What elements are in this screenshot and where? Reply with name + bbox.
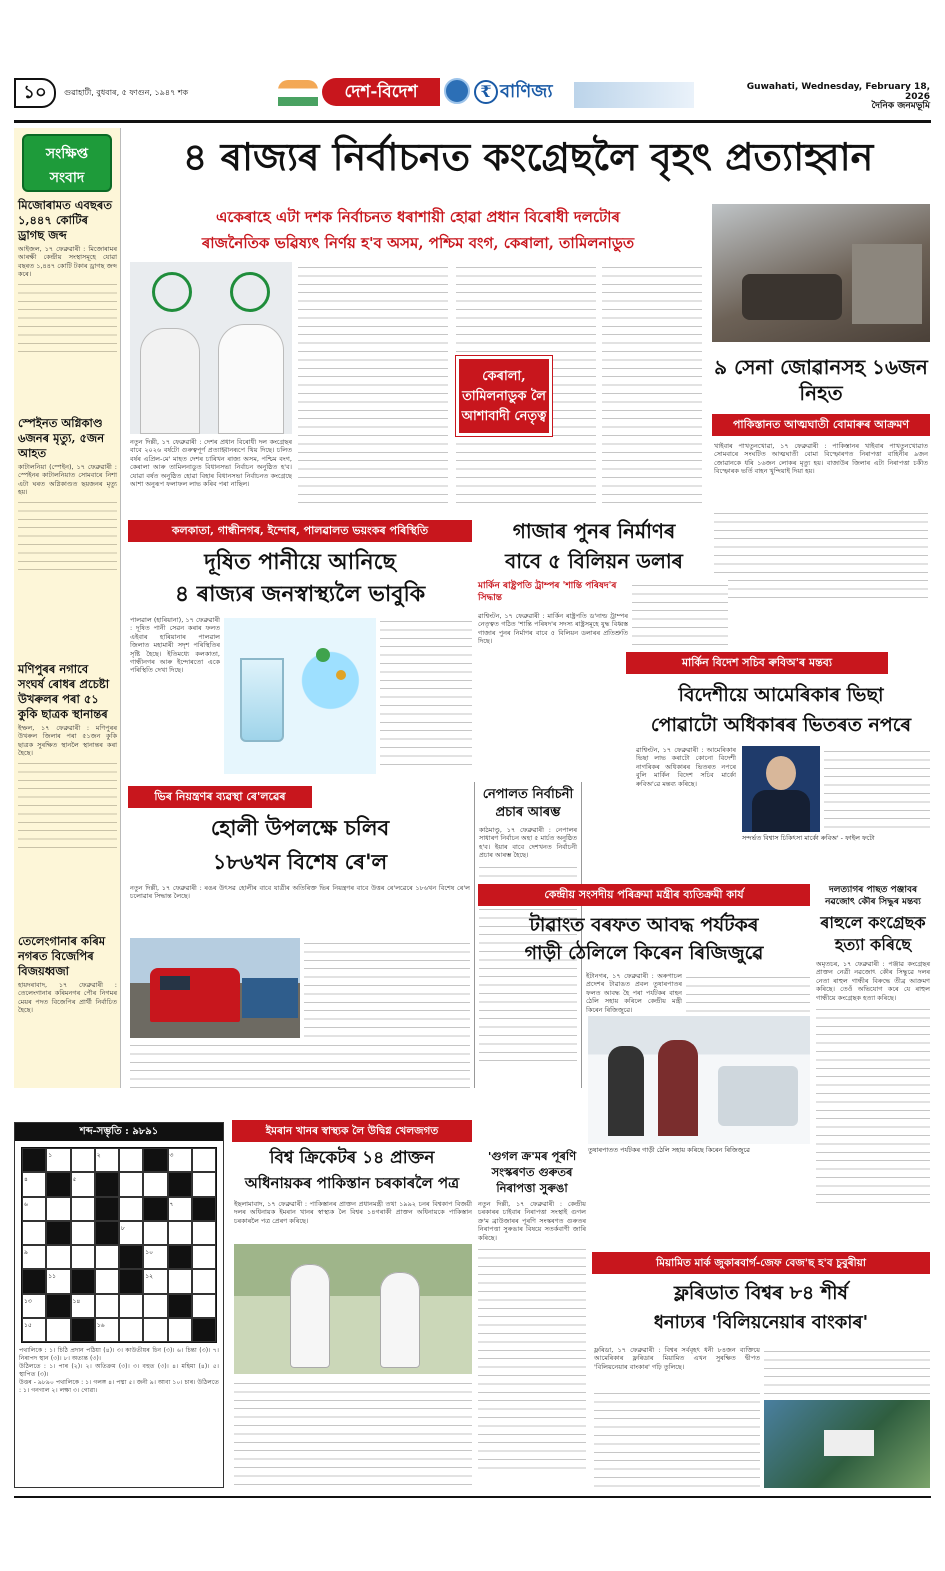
pak-headline: ৯ সেনা জোৱানসহ ১৬জন নিহত	[714, 355, 928, 405]
pak-column-text	[714, 508, 928, 604]
rahul-column-text	[816, 1004, 930, 1204]
crossword-cell	[22, 1269, 46, 1293]
crossword-across-clues: পথালিকে : ১। চিঠি প্ৰদান পঠিয়া (৪)। ৩। কাউতীয়ৰ চিন (৩)। ৬। চিন্তা (৩)। ৭। নিৰাপদ স্থান (৩)। ৮। অত্যন্ত (৩)।	[19, 1347, 219, 1362]
crossword-cell	[143, 1172, 167, 1196]
brief-badge	[22, 134, 112, 192]
rubio-body: ৱাশ্বিংটন, ১৭ ফেব্ৰুৱাৰী : আমেৰিকাৰ ভিছা লাভ কৰাটো কোনো বিদেশী নাগৰিকৰ অধিকাৰৰ ভিতৰত নপৰে বুলি মাৰ্কিন বিদেশ সচিব মাৰ্কো ৰুবিঅ'ৱে মন্তব্য কৰিছে।	[636, 746, 736, 788]
crossword-cell	[95, 1197, 119, 1221]
crossword-cell: ৬	[22, 1197, 46, 1221]
bunker-tag: মিয়ামিত মাৰ্ক জুকাৰবাৰ্গ-জেফ বেজ'ছ হ'ব চুবুৰীয়া	[592, 1252, 930, 1274]
rahul-body: অমৃতচৰ, ১৭ ফেব্ৰুৱাৰী : পঞ্জাৱ কংগ্ৰেছৰ প্ৰাক্তন নেত্ৰী নৱজোৎ কৌৰ সিদ্ধুৱে দলৰ নেতা ৰাহুল গান্ধীৰ বিৰুদ্ধে তীব্ৰ আক্ৰমণ কৰিছে। তেওঁ অভিযোগ কৰে যে ৰাহুল গান্ধীয়ে কংগ্ৰেছক হত্যা কৰিছে।	[816, 960, 930, 1002]
crossword-cell	[119, 1172, 143, 1196]
crossword-cell	[119, 1318, 143, 1342]
crossword-cell	[46, 1221, 70, 1245]
crossword-down-clues: উঠিলতে : ১। পাৰ (২)। ২। অতিক্ৰম (৩)। ৩। বহুত (৩)। ৪। মহিমা (৪)। ৫। স্থাপিত (৩)।	[19, 1363, 219, 1378]
locomotive-window	[160, 976, 190, 990]
imran-column-text	[234, 1378, 472, 1488]
crossword	[14, 1122, 224, 1488]
date-english: Guwahati, Wednesday, February 18, 2026	[746, 82, 930, 102]
holi-body: নতুন দিল্লী, ১৭ ফেব্ৰুৱাৰী : ৰঙৰ উৎসৱ হোলীৰ বাবে যাত্ৰীৰ অতিৰিক্ত ভিৰ নিয়ন্ত্ৰণৰ বাবে উত্তৰ ৰে'লৱেৰে ১৮৬খন বিশেষ ৰে'ল চলোৱাৰ সিদ্ধান্ত লৈছে।	[130, 884, 470, 901]
crossword-cell	[119, 1294, 143, 1318]
lead-subheadline-2: ৰাজনৈতিক ভৱিষ্যৎ নিৰ্ণয় হ'ব অসম, পশ্চিম বংগ, কেৰালা, তামিলনাডুত	[201, 234, 635, 252]
crossword-cell	[192, 1197, 216, 1221]
crossword-grid	[21, 1147, 217, 1343]
crossword-cell: ৪	[22, 1172, 46, 1196]
crossword-cell	[71, 1221, 95, 1245]
crossword-cell	[168, 1318, 192, 1342]
google-body: নতুন দিল্লী, ১৭ ফেব্ৰুৱাৰী : কেন্দ্ৰীয় চৰকাৰৰ চাইবাৰ নিৰাপত্তা সংস্থাই গুগল ক্ৰ'ম ব্ৰাউজাৰৰ পূৰণি সংস্কৰণত গুৰুতৰ নিৰাপত্তা সুৰুঙাৰ বিষয়ে সতৰ্কবাণী জাৰি কৰিছে।	[478, 1200, 586, 1242]
leader-figure	[218, 324, 284, 434]
brief-body: ইম্ফল, ১৭ ফেব্ৰুৱাৰী : মণিপুৰৰ উখৰুল জিলাৰ পৰা ৫১জন কুকি ছাত্ৰক সুৰক্ষিত স্থানলৈ স্থানান্তৰ কৰা হৈছে।	[18, 724, 117, 758]
rijiju-photo	[588, 1016, 810, 1144]
brief-headline: মিজোৰামত এবছৰত ১,৪৪৭ কোটিৰ ড্ৰাগছ জব্দ	[18, 198, 112, 242]
crossword-cell	[46, 1197, 70, 1221]
brief-column	[14, 128, 121, 1088]
footer-rule	[14, 1496, 931, 1498]
water-headline-2: ৪ ৰাজ্যৰ জনস্বাস্থ্যলৈ ভাবুকি	[174, 581, 426, 607]
masthead	[14, 76, 931, 120]
brief-badge-line2: সংবাদ	[49, 170, 85, 186]
google-headline-2: সংস্কৰণত গুৰুতৰ	[491, 1165, 573, 1179]
congress-hand-icon	[230, 272, 270, 312]
crossword-cell	[192, 1172, 216, 1196]
rahul-headline-2: হত্যা কৰিছে	[834, 935, 912, 954]
skyline-graphic	[574, 82, 694, 108]
brief-headline: স্পেইনত অগ্নিকাণ্ড ৬জনৰ মৃত্যু, ৫জন আহত	[18, 416, 105, 460]
snow-vehicle	[718, 1066, 798, 1126]
rahul-kicker: দলত্যাগৰ পাছত পঞ্জাবৰ	[828, 885, 918, 895]
rijiju-body: ইটানগৰ, ১৭ ফেব্ৰুৱাৰী : অৰুণাচল প্ৰদেশৰ টাৱাঙত প্ৰবল তুষাৰপাতৰ ফলত আবদ্ধ হৈ পৰা পৰ্যটকৰ বাহন ঠেলি সহায় কৰিলে কেন্দ্ৰীয় মন্ত্ৰী কিৰেন ৰিজিজুৱে।	[586, 972, 682, 1014]
bacteria-icon	[336, 670, 346, 680]
crossword-cell	[95, 1269, 119, 1293]
crossword-cell	[119, 1269, 143, 1293]
brief-filler	[18, 279, 117, 359]
google-headline-1: 'গুগল ক্ৰ'মৰ পূৰণি	[487, 1149, 577, 1163]
crossword-cell	[168, 1172, 192, 1196]
crossword-cell	[168, 1294, 192, 1318]
imran-body: ইছলামাবাদ, ১৭ ফেব্ৰুৱাৰী : পাকিস্তানৰ প্ৰাক্তন প্ৰধানমন্ত্ৰী তথা ১৯৯২ চনৰ বিশ্বকাপ বিজয়ী দলৰ অধিনায়ক ইমৰান খানৰ স্বাস্থ্যক লৈ বিশ্বৰ ১৪গৰাকী প্ৰাক্তন অধিনায়কে পাকিস্তান চৰকাৰলৈ পত্ৰ প্ৰেৰণ কৰিছে।	[234, 1200, 472, 1225]
person-figure	[658, 1040, 698, 1136]
crossword-cell	[46, 1294, 70, 1318]
rijiju-headline-2: গাড়ী ঠেলিলে কিৰেন ৰিজিজুৱে	[524, 942, 764, 964]
bunker-column-text	[594, 1388, 760, 1488]
bacteria-icon	[316, 648, 330, 662]
crossword-cell	[143, 1148, 167, 1172]
rahul-box	[816, 884, 930, 1244]
water-photo	[224, 618, 376, 774]
rubio-headline-2: পোৱাটো অধিকাৰৰ ভিতৰত নপৰে	[650, 714, 912, 736]
blast-photo	[712, 204, 930, 342]
google-headline-3: নিৰাপত্তা সুৰুঙা	[496, 1181, 568, 1195]
crossword-cell	[71, 1318, 95, 1342]
rupee-icon: ₹	[474, 80, 498, 104]
crossword-cell	[71, 1148, 95, 1172]
gaza-column-text	[632, 580, 728, 648]
brief-body: কাটালনিয়া (স্পেইন), ১৭ ফেব্ৰুৱাৰী : স্পেইনৰ কাটালনিয়াত সোমবাৰে নিশা এটা ঘৰত অগ্নিকাণ্ডত ছয়জনৰ মৃত্যু হয়।	[18, 463, 117, 497]
crossword-cell	[143, 1318, 167, 1342]
water-headline-1: দূষিত পানীয়ে আনিছে	[204, 549, 396, 575]
crossword-cell	[71, 1197, 95, 1221]
crossword-cell	[22, 1148, 46, 1172]
google-column-text	[478, 1244, 586, 1474]
leader-figure	[140, 328, 200, 434]
brief-badge-line1: সংক্ষিপ্ত	[45, 146, 89, 162]
parliament-icon	[278, 80, 318, 106]
train-coach	[242, 978, 298, 1018]
crossword-cell	[71, 1269, 95, 1293]
brief-item	[18, 416, 117, 577]
nepal-body: কাঠমাণ্ডু, ১৭ ফেব্ৰুৱাৰী : নেপালৰ সাধাৰণ নিৰ্বাচন অহা ৫ মাৰ্চত অনুষ্ঠিত হ'ব। ইয়াৰ বাবে দেশখনত নিৰ্বাচনী প্ৰচাৰ আৰম্ভ হৈছে।	[479, 826, 577, 860]
crossword-cell	[192, 1148, 216, 1172]
crossword-cell: ৭	[168, 1197, 192, 1221]
nepal-headline: নেপালত নিৰ্বাচনী প্ৰচাৰ আৰম্ভ	[482, 787, 574, 820]
rijiju-column-text	[686, 972, 810, 1012]
crossword-cell	[46, 1172, 70, 1196]
crossword-cell	[46, 1318, 70, 1342]
rubio-photo	[742, 746, 820, 832]
cricketer-figure	[290, 1264, 330, 1368]
brief-item	[18, 198, 117, 359]
brief-headline: তেলেংগানাৰ কৰিম নগৰত বিজেপিৰ বিজয়ধ্বজা	[18, 934, 106, 978]
brief-headline: মণিপুৰৰ নগাবে সংঘৰ্ষ ৰোধৰ প্ৰচেষ্টা উখৰুলৰ পৰা ৫১ কুকি ছাত্ৰক স্থানান্তৰ	[18, 662, 110, 721]
lead-photo	[130, 262, 292, 434]
crossword-cell	[95, 1172, 119, 1196]
brief-item	[18, 934, 117, 1015]
person-suit	[752, 790, 810, 832]
rubio-column-text	[824, 746, 930, 832]
crossword-cell	[119, 1197, 143, 1221]
crowd	[852, 244, 922, 324]
brief-filler	[18, 497, 117, 577]
globe-icon	[444, 78, 470, 104]
water-tag: কলকাতা, গান্ধীনগৰ, ইন্দোৰ, পালৱালত ভয়ংকৰ পৰিস্থিতি	[128, 520, 472, 542]
imran-photo	[234, 1244, 472, 1374]
brief-body: হায়দৰাবাদ, ১৭ ফেব্ৰুৱাৰী : তেলেংগানাৰ কৰিমনগৰ পৌৰ নিগমৰ মেয়ৰ পদত বিজেপিৰ প্ৰাৰ্থী নিৰ্বাচিত হৈছে।	[18, 981, 117, 1015]
bunker-headline-2: ধনাঢ্যৰ 'বিলিয়নেয়াৰ বাংকাৰ'	[653, 1312, 869, 1333]
water-column-text	[380, 616, 472, 772]
rahul-headline-1: ৰাহুলে কংগ্ৰেছক	[820, 913, 926, 932]
crossword-cell	[71, 1245, 95, 1269]
header-rule	[14, 120, 931, 123]
crossword-cell	[22, 1221, 46, 1245]
rubio-caption: সন্দৰ্ভত বিশ্বাস চিকিৎসা মাৰ্কো ৰুবিঅ' - ফাইল ফটো	[742, 834, 875, 842]
crossword-cell	[143, 1197, 167, 1221]
crossword-cell: ১	[46, 1148, 70, 1172]
crossword-cell: ১৫	[22, 1318, 46, 1342]
water-glass	[240, 658, 284, 742]
brief-filler	[18, 758, 117, 848]
crossword-cell	[192, 1245, 216, 1269]
crossword-cell	[168, 1245, 192, 1269]
section-banner	[278, 78, 568, 110]
holi-tag: ভিৰ নিয়ন্ত্ৰণৰ ব্যৱস্থা ৰে'লৱেৰ	[128, 786, 312, 808]
crossword-cell: ১০	[143, 1245, 167, 1269]
crossword-cell	[95, 1221, 119, 1245]
holi-headline-1: হোলী উপলক্ষে চলিব	[210, 815, 390, 840]
holi-column-text	[304, 938, 470, 1038]
bunker-headline-1: ফ্লৰিডাত বিশ্বৰ ৮৪ শীৰ্ষ	[673, 1282, 849, 1304]
crossword-cell	[192, 1318, 216, 1342]
crossword-cell: ১৪	[71, 1294, 95, 1318]
congress-hand-icon	[152, 272, 192, 312]
page-number: ১০	[14, 78, 56, 108]
section-title-desh-bidesh: দেশ-বিদেশ	[322, 78, 440, 106]
lead-callout: কেৰালা, তামিলনাডুক লৈ আশাবাদী নেতৃত্ব	[456, 356, 552, 436]
imran-headline-2: অধিনায়কৰ পাকিস্তান চৰকাৰলৈ পত্ৰ	[244, 1174, 460, 1192]
holi-headline-2: ১৮৬খন বিশেষ ৰে'ল	[212, 849, 388, 874]
section-title-banijya: বাণিজ্য	[500, 81, 553, 102]
crossword-cell	[192, 1294, 216, 1318]
lead-headline: ৪ ৰাজ্যৰ নিৰ্বাচনত কংগ্ৰেছলৈ বৃহৎ প্ৰত্যাহ্বান	[182, 134, 874, 179]
crossword-cell	[143, 1221, 167, 1245]
crossword-cell	[143, 1294, 167, 1318]
crossword-cell	[168, 1269, 192, 1293]
crossword-cell	[95, 1294, 119, 1318]
holi-body-cont	[130, 1040, 470, 1088]
date-assamese: গুৱাহাটী, বুধবাৰ, ৫ ফাগুন, ১৯৪৭ শক	[64, 88, 189, 97]
lead-column-text	[298, 262, 448, 508]
crossword-answers: উত্তৰ - ৯৮৯০ পথালিকে : ১। গলঙ্গ ৪। পদ্মা ৫। জনী ৯। আবা ১০। চাৰ। উঠিলতে : ১। গনগাল ২। লক্ষা ৩। গোৱা।	[19, 1379, 219, 1394]
brief-body: আইজল, ১৭ ফেব্ৰুৱাৰী : মিজোৰামৰ আৰক্ষী কেন্দ্ৰীয় সংস্থাসমূহে যোৱা বছৰত ১,৪৪৭ কোটি টকাৰ ড্ৰাগছ জব্দ কৰে।	[18, 245, 117, 279]
lead-body: নতুন দিল্লী, ১৭ ফেব্ৰুৱাৰী : দেশৰ প্ৰধান বিৰোধী দল কংগ্ৰেছৰ বাবে ২০২৬ বৰ্ষটো গুৰুত্বপূৰ্ণ প্ৰত্যাহ্বানৰূপে থিয় দিছে। চলিত বৰ্ষৰ এপ্ৰিল-মে' মাহত দেশৰ চাৰিখন ৰাজ্য অসম, পশ্চিম বংগ, কেৰালা আৰু তামিলনাডুত বিধানসভা নিৰ্বাচন অনুষ্ঠিত হ'ব। যোৱা বৰ্ষত অনুষ্ঠিত হোৱা বিহাৰ বিধানসভা নিৰ্বাচনত কংগ্ৰেছে আশা অনুৰূপ ফলাফল লাভ কৰিব পৰা নাছিল।	[130, 438, 292, 489]
crossword-cell: ১১	[46, 1269, 70, 1293]
crossword-cell: ৫	[71, 1172, 95, 1196]
crossword-cell: ১৬	[95, 1318, 119, 1342]
crossword-cell	[95, 1245, 119, 1269]
train-photo	[130, 938, 300, 1038]
bunker-column-text	[764, 1346, 930, 1398]
rijiju-caption: তুষাৰপাতত পৰ্যটকৰ গাড়ী ঠেলি সহায় কৰিছে কিৰেন ৰিজিজুৱে	[588, 1146, 750, 1154]
crossword-cell: ৮	[119, 1221, 143, 1245]
cricketer-figure	[380, 1272, 420, 1368]
imran-headline-1: বিশ্ব ক্ৰিকেটৰ ১৪ প্ৰাক্তন	[269, 1148, 435, 1168]
pak-body: খাইবাৰ পাখতুনখোৱা, ১৭ ফেব্ৰুৱাৰী : পাকিস্তানৰ খাইবাৰ পাখতুনখোৱাত সোমবাৰে সংঘটিত আত্মঘাতী বোমা বিস্ফোৰণত নিৰাপত্তা বাহিনীৰ ৯জন জোৱানকে ধৰি ১৬জন লোকৰ মৃত্যু হয়। বাজাউৰ জিলাৰ এটা নিৰাপত্তা চকীত বিস্ফোৰক ভৰ্তি বাহন খুন্দিয়াই দিয়া হয়।	[714, 442, 928, 476]
gaza-body: ৱাশ্বিংটন, ১৭ ফেব্ৰুৱাৰী : মাৰ্কিন ৰাষ্ট্ৰপতি ড'নাল্ড ট্ৰাম্পৰ নেতৃত্বত গঠিত 'শান্তি পৰিষদ'ৰ সদস্য ৰাষ্ট্ৰসমূহে যুদ্ধ বিধ্বস্ত গাজাৰ পুনৰ নিৰ্মাণৰ বাবে ৫ বিলিয়ন ডলাৰৰ প্ৰতিশ্ৰুতি দিছে।	[478, 612, 628, 646]
water-body: পালৱাল (হাৰিয়ানা), ১৭ ফেব্ৰুৱাৰী : দূষিত পানী সেৱন কৰাৰ ফলত এইবাৰ হাৰিয়ানাৰ পালৱাল জিলাত মহামাৰী সদৃশ পৰিস্থিতিৰ সৃষ্টি হৈছে। ইতিমধ্যে কলকাতা, গান্ধীনগৰ আৰু ইন্দোৰতো একে পৰিস্থিতি দেখা দিছে।	[130, 616, 220, 675]
gaza-headline-2: বাবে ৫ বিলিয়ন ডলাৰ	[505, 549, 683, 573]
person-head	[766, 756, 796, 790]
lead-column-text	[602, 262, 702, 508]
wrecked-vehicle	[742, 274, 842, 320]
rubio-headline-1: বিদেশীয়ে আমেৰিকাৰ ভিছা	[678, 684, 884, 706]
mansion	[824, 1430, 874, 1456]
crossword-cell	[119, 1148, 143, 1172]
crossword-cell	[168, 1221, 192, 1245]
bunker-body: ফ্লৰিডা, ১৭ ফেব্ৰুৱাৰী : বিশ্বৰ সৰ্ববৃহৎ ধনী ৮৪জন ব্যক্তিয়ে আমেৰিকাৰ ফ্লৰিডাৰ মিয়ামিত এখন সুৰক্ষিত দ্বীপত 'বিলিয়নেয়াৰ বাংকাৰ' গঢ়ি তুলিছে।	[594, 1346, 760, 1371]
google-box	[478, 1148, 586, 1488]
pak-tag: পাকিস্তানত আত্মঘাতী বোমাৰুৰ আক্ৰমণ	[712, 414, 930, 436]
island-photo	[764, 1400, 930, 1488]
person-figure	[608, 1046, 644, 1136]
rahul-kicker-2: নৱজোৎ কৌৰ সিদ্ধুৰ মন্তব্য	[825, 897, 921, 907]
crossword-title: শব্দ-সম্ভৃতি : ৯৮৯১	[15, 1123, 223, 1141]
crossword-cell	[192, 1221, 216, 1245]
gaza-subheadline: মাৰ্কিন ৰাষ্ট্ৰপতি ট্ৰাম্পৰ 'শান্তি পৰিষদ'ৰ সিদ্ধান্ত	[478, 581, 617, 603]
crossword-cell: ১২	[143, 1269, 167, 1293]
newspaper-name: দৈনিক জনমভূমি	[871, 101, 930, 111]
crossword-cell	[46, 1245, 70, 1269]
gaza-headline-1: গাজাৰ পুনৰ নিৰ্মাণৰ	[512, 519, 676, 543]
lead-subheadline-1: একেৰাহে এটা দশক নিৰ্বাচনত ধৰাশায়ী হোৱা প্ৰধান বিৰোধী দলটোৰ	[216, 208, 620, 226]
crossword-cell: ৯	[22, 1245, 46, 1269]
rijiju-headline-1: টাৱাংত বৰফত আবদ্ধ পৰ্যটকৰ	[529, 914, 759, 936]
crossword-cell	[119, 1245, 143, 1269]
crossword-cell	[192, 1269, 216, 1293]
crossword-cell: ২	[95, 1148, 119, 1172]
rijiju-tag: কেন্দ্ৰীয় সংসদীয় পৰিক্ৰমা মন্ত্ৰীৰ ব্যতিক্ৰমী কাৰ্য	[478, 884, 810, 906]
brief-item	[18, 662, 117, 848]
rubio-tag: মাৰ্কিন বিদেশ সচিব ৰুবিঅ'ৰ মন্তব্য	[626, 652, 888, 674]
crossword-cell: ৩	[168, 1148, 192, 1172]
crossword-cell: ১৩	[22, 1294, 46, 1318]
imran-tag: ইমৰান খানৰ স্বাস্থ্যক লৈ উদ্বিগ্ন খেলজগত	[232, 1120, 472, 1142]
